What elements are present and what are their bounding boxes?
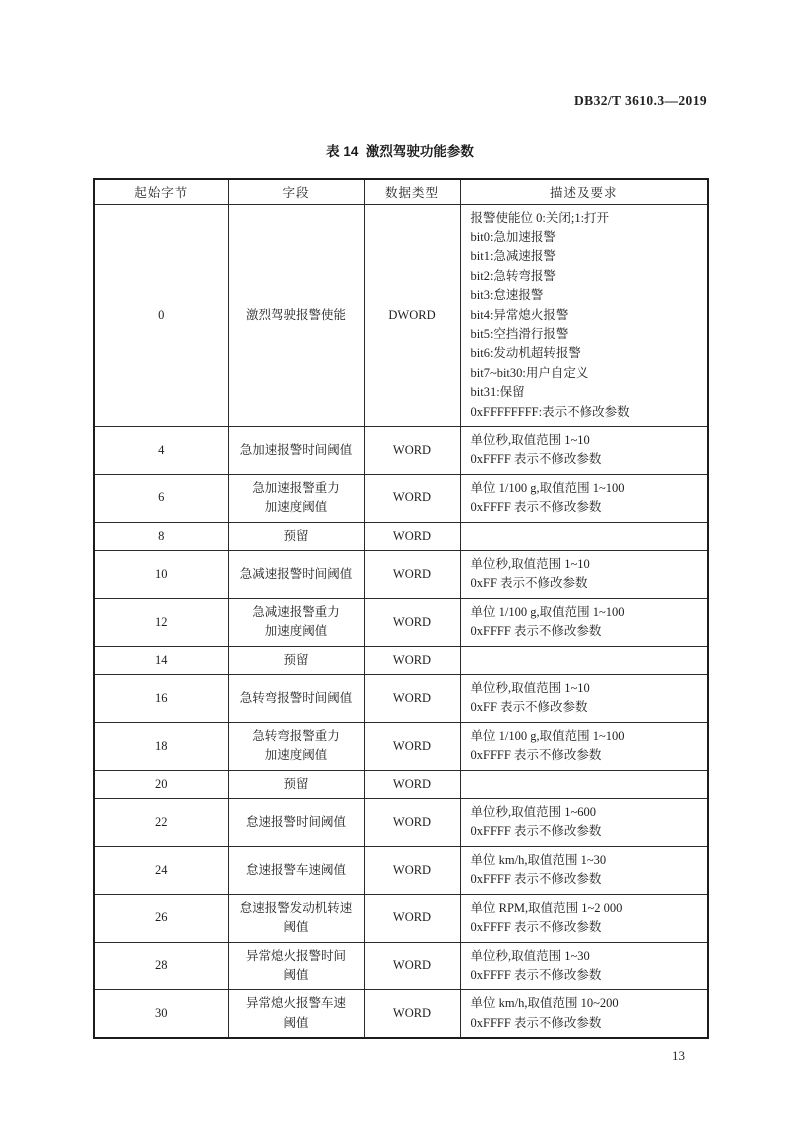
cell-field-line: 异常熄火报警时间	[245, 948, 346, 963]
cell-data-type	[364, 990, 460, 1038]
cell-field	[228, 426, 364, 474]
cell-field-line: 急加速报警重力	[252, 480, 340, 495]
cell-data-type	[364, 598, 460, 646]
table-row	[94, 204, 708, 426]
table-row	[94, 474, 708, 522]
cell-description-line: 0xFFFF 表示不修改参数	[470, 824, 602, 839]
cell-data-type-line: WORD	[392, 652, 432, 667]
cell-start-byte-line: 12	[155, 614, 168, 629]
cell-field-line: 加速度阈值	[264, 500, 328, 515]
cell-field	[228, 522, 364, 550]
cell-description-line: 0xFFFF 表示不修改参数	[470, 920, 602, 935]
cell-description-line: bit7~bit30:用户自定义	[470, 365, 589, 380]
cell-description-line: 0xFF 表示不修改参数	[470, 576, 588, 591]
cell-description-line: 单位 km/h,取值范围 10~200	[470, 996, 619, 1011]
cell-data-type	[364, 474, 460, 522]
cell-field-line: 预留	[283, 776, 309, 791]
table-row	[94, 894, 708, 942]
cell-data-type	[364, 894, 460, 942]
cell-data-type-line: WORD	[392, 566, 432, 581]
cell-description-line: 单位 1/100 g,取值范围 1~100	[470, 728, 625, 743]
cell-field	[228, 474, 364, 522]
cell-description	[460, 204, 708, 426]
cell-data-type-line: WORD	[392, 490, 432, 505]
cell-field	[228, 598, 364, 646]
cell-field-line: 加速度阈值	[264, 748, 328, 763]
cell-data-type-line: WORD	[392, 1006, 432, 1021]
cell-description-line: 单位 1/100 g,取值范围 1~100	[470, 480, 625, 495]
cell-description-line: 单位秒,取值范围 1~30	[470, 948, 590, 963]
cell-field-line: 阈值	[283, 967, 309, 982]
cell-start-byte-line: 26	[155, 910, 168, 925]
cell-description-line: bit3:怠速报警	[470, 288, 544, 303]
cell-start-byte	[94, 598, 228, 646]
cell-field-line: 异常熄火报警车速	[245, 996, 346, 1011]
cell-description	[460, 675, 708, 723]
table-row	[94, 990, 708, 1038]
cell-field	[228, 204, 364, 426]
cell-field-line: 激烈驾驶报警使能	[245, 307, 346, 322]
cell-description-line: 0xFFFF 表示不修改参数	[470, 500, 602, 515]
cell-data-type-line: WORD	[392, 528, 432, 543]
cell-start-byte	[94, 846, 228, 894]
cell-start-byte	[94, 646, 228, 674]
cell-data-type	[364, 204, 460, 426]
cell-description	[460, 846, 708, 894]
cell-field-line: 怠速报警发动机转速	[239, 900, 353, 915]
cell-description-line: bit4:异常熄火报警	[470, 307, 569, 322]
parameters-table	[93, 178, 709, 1039]
cell-field-line: 阈值	[283, 920, 309, 935]
table-row	[94, 426, 708, 474]
cell-description-line: 单位 1/100 g,取值范围 1~100	[470, 604, 625, 619]
cell-description-line: 单位秒,取值范围 1~10	[470, 432, 590, 447]
table-row	[94, 551, 708, 599]
cell-data-type-line: WORD	[392, 910, 432, 925]
cell-data-type-line: WORD	[392, 738, 432, 753]
cell-start-byte-line: 18	[155, 738, 168, 753]
cell-description-line: 单位 RPM,取值范围 1~2 000	[470, 900, 623, 915]
cell-description-line: 单位秒,取值范围 1~10	[470, 681, 590, 696]
cell-start-byte-line: 22	[155, 814, 168, 829]
cell-data-type-line: WORD	[392, 814, 432, 829]
cell-data-type	[364, 770, 460, 798]
cell-start-byte-line: 20	[155, 776, 168, 791]
cell-description-line: 报警使能位 0:关闭;1:打开	[470, 210, 610, 225]
cell-start-byte	[94, 204, 228, 426]
cell-start-byte	[94, 770, 228, 798]
cell-start-byte	[94, 522, 228, 550]
table-title: 表 14 激烈驾驶功能参数	[326, 144, 474, 159]
table-row	[94, 598, 708, 646]
cell-description-line: bit6:发动机超转报警	[470, 346, 581, 361]
cell-description-line: 0xFFFFFFFF:表示不修改参数	[470, 404, 630, 419]
cell-field	[228, 894, 364, 942]
cell-field	[228, 770, 364, 798]
cell-field-line: 急转弯报警时间阈值	[239, 690, 353, 705]
cell-start-byte	[94, 990, 228, 1038]
page-content	[93, 0, 707, 1064]
cell-field-line: 阈值	[283, 1015, 309, 1030]
cell-description-line: 单位秒,取值范围 1~10	[470, 557, 590, 571]
table-row	[94, 722, 708, 770]
cell-description	[460, 551, 708, 599]
cell-start-byte	[94, 474, 228, 522]
cell-description-line: bit1:急减速报警	[470, 249, 556, 264]
cell-description	[460, 426, 708, 474]
cell-data-type	[364, 722, 460, 770]
table-row	[94, 675, 708, 723]
cell-field-line: 急加速报警时间阈值	[239, 442, 353, 457]
cell-field	[228, 675, 364, 723]
cell-data-type	[364, 522, 460, 550]
cell-data-type	[364, 942, 460, 990]
cell-data-type-line: WORD	[392, 442, 432, 457]
cell-start-byte	[94, 799, 228, 847]
cell-data-type	[364, 675, 460, 723]
cell-description-line: bit2:急转弯报警	[470, 268, 556, 283]
cell-field-line: 急减速报警时间阈值	[239, 566, 353, 581]
cell-data-type-line: WORD	[392, 614, 432, 629]
cell-data-type	[364, 551, 460, 599]
cell-field-line: 怠速报警车速阈值	[245, 862, 346, 877]
cell-description-line: 0xFFFF 表示不修改参数	[470, 967, 602, 982]
table-header-row	[94, 179, 708, 204]
cell-field-line: 加速度阈值	[264, 624, 328, 639]
cell-start-byte	[94, 426, 228, 474]
column-header-2: 数据类型	[364, 179, 460, 204]
cell-field-line: 预留	[283, 652, 309, 667]
cell-field	[228, 846, 364, 894]
cell-start-byte-line: 10	[155, 566, 168, 581]
table-row	[94, 942, 708, 990]
table-row	[94, 646, 708, 674]
cell-data-type	[364, 846, 460, 894]
cell-field	[228, 799, 364, 847]
cell-start-byte	[94, 942, 228, 990]
column-header-0: 起始字节	[94, 179, 228, 204]
cell-description	[460, 942, 708, 990]
cell-description-line: 单位秒,取值范围 1~600	[470, 805, 597, 820]
cell-field	[228, 646, 364, 674]
cell-description	[460, 990, 708, 1038]
cell-field-line: 预留	[283, 528, 309, 543]
cell-data-type-line: WORD	[392, 862, 432, 877]
table-row	[94, 846, 708, 894]
cell-field	[228, 551, 364, 599]
cell-description-line: 0xFFFF 表示不修改参数	[470, 452, 602, 467]
cell-start-byte-line: 16	[155, 690, 168, 705]
cell-field-line: 怠速报警时间阈值	[245, 814, 346, 829]
cell-data-type	[364, 799, 460, 847]
cell-description-line: 0xFFFF 表示不修改参数	[470, 1015, 602, 1030]
cell-description	[460, 770, 708, 798]
cell-description-line: 0xFFFF 表示不修改参数	[470, 748, 602, 763]
cell-description-line: bit0:急加速报警	[470, 229, 556, 244]
cell-start-byte-line: 14	[155, 652, 168, 667]
cell-field	[228, 722, 364, 770]
cell-description	[460, 646, 708, 674]
table-row	[94, 522, 708, 550]
cell-data-type	[364, 646, 460, 674]
cell-description	[460, 522, 708, 550]
cell-field	[228, 942, 364, 990]
cell-description-line: bit31:保留	[470, 385, 525, 400]
cell-start-byte-line: 8	[158, 528, 165, 543]
page-number: 13	[672, 1048, 685, 1064]
cell-start-byte-line: 4	[158, 442, 165, 457]
cell-description-line: 0xFFFF 表示不修改参数	[470, 872, 602, 887]
cell-start-byte	[94, 894, 228, 942]
cell-field-line: 急转弯报警重力	[252, 728, 340, 743]
cell-field	[228, 990, 364, 1038]
table-row	[94, 770, 708, 798]
column-header-1: 字段	[228, 179, 364, 204]
cell-description	[460, 894, 708, 942]
table-row	[94, 799, 708, 847]
cell-start-byte	[94, 722, 228, 770]
cell-description-line: bit5:空挡滑行报警	[470, 326, 569, 341]
cell-description	[460, 474, 708, 522]
cell-description	[460, 799, 708, 847]
cell-start-byte	[94, 675, 228, 723]
cell-start-byte-line: 30	[155, 1006, 168, 1021]
cell-data-type-line: DWORD	[388, 307, 436, 322]
cell-start-byte-line: 28	[155, 958, 168, 973]
cell-data-type-line: WORD	[392, 958, 432, 973]
cell-description-line: 单位 km/h,取值范围 1~30	[470, 852, 607, 867]
cell-start-byte-line: 0	[158, 307, 165, 322]
cell-start-byte	[94, 551, 228, 599]
cell-description-line: 0xFFFF 表示不修改参数	[470, 624, 602, 639]
cell-start-byte-line: 6	[158, 490, 165, 505]
cell-description-line: 0xFF 表示不修改参数	[470, 700, 588, 715]
cell-start-byte-line: 24	[155, 862, 168, 877]
cell-description	[460, 722, 708, 770]
cell-data-type	[364, 426, 460, 474]
cell-field-line: 急减速报警重力	[252, 604, 340, 619]
standard-code: DB32/T 3610.3—2019	[574, 93, 707, 108]
cell-data-type-line: WORD	[392, 776, 432, 791]
cell-description	[460, 598, 708, 646]
column-header-3: 描述及要求	[460, 179, 708, 204]
cell-data-type-line: WORD	[392, 690, 432, 705]
